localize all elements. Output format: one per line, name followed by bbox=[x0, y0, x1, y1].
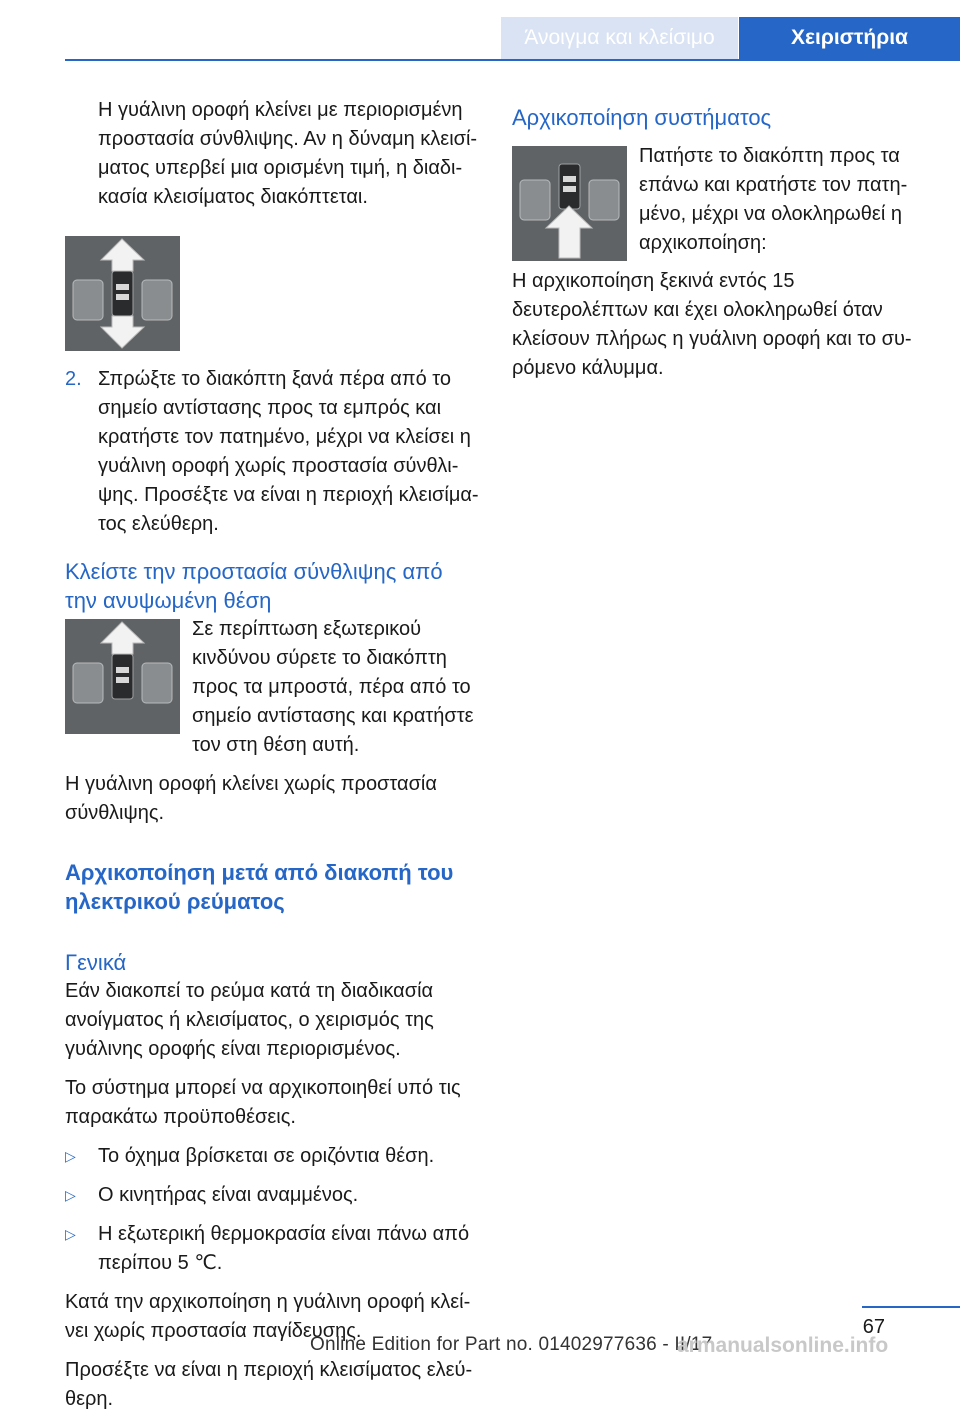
bullet-triangle-icon: ▷ bbox=[65, 1148, 76, 1164]
switch-updown-illustration bbox=[65, 236, 180, 351]
switch-up-illustration bbox=[512, 146, 627, 261]
left-column bbox=[65, 96, 479, 1414]
heading-system-init: Αρχικοποίηση συστήματος bbox=[512, 105, 772, 130]
condition-item bbox=[65, 1220, 479, 1278]
condition-item bbox=[65, 1142, 479, 1171]
header-chapter-title: Χειριστήρια bbox=[739, 17, 960, 59]
condition-text: Η εξωτερική θερμοκρασία είναι πάνω από περίπου 5 ℃. bbox=[98, 1223, 470, 1274]
roof-switch-figure-forward bbox=[65, 619, 180, 734]
step-2-text: Σπρώξτε το διακόπτη ξανά πέρα από το σημείο αντίστασης προς τα εμπρός και κρατήστε τον πατημένο, μέχρι να κλείσει η γυάλινη οροφή χωρίς προστασία σύνθλιψης. Προσέξτε να είναι η περιοχή κλεισίματος ελεύθερη. bbox=[98, 368, 479, 535]
condition-text: Το όχημα βρίσκεται σε οριζόντια θέση. bbox=[98, 1145, 435, 1167]
bullet-triangle-icon: ▷ bbox=[65, 1226, 76, 1242]
footer-divider bbox=[862, 1306, 960, 1308]
heading-close-protection: Κλείστε την προστασία σύνθλιψης από την ανυψωμένη θέση bbox=[65, 559, 443, 613]
page-number: 67 bbox=[862, 1316, 885, 1338]
bullet-triangle-icon: ▷ bbox=[65, 1187, 76, 1203]
system-init-row bbox=[512, 142, 916, 261]
close-protection-row bbox=[65, 615, 479, 760]
header-divider bbox=[65, 59, 960, 61]
right-column bbox=[512, 103, 916, 383]
close-result-text: Η γυάλινη οροφή κλείνει χωρίς προστασία σύνθλιψης. bbox=[65, 773, 437, 824]
switch-forward-illustration bbox=[65, 619, 180, 734]
close-protection-text: Σε περίπτωση εξωτερικού κινδύνου σύρετε το διακόπτη προς τα μπροστά, πέρα από το σημείο αντίστασης και κρατήστε τον στη θέση αυτή. bbox=[192, 618, 474, 756]
watermark: armanualsonline.info bbox=[677, 1334, 889, 1357]
system-init-text-2: Η αρχικοποίηση ξεκινά εντός 15 δευτερολέπτων και έχει ολοκληρωθεί όταν κλείσουν πλήρως η γυάλινη οροφή και το συρόμενο κάλυμμα. bbox=[512, 270, 912, 379]
condition-text: Ο κινητήρας είναι αναμμένος. bbox=[98, 1184, 359, 1206]
edition-line: Online Edition for Part no. 01402977636 - II/17 bbox=[310, 1334, 713, 1355]
heading-init-after-power-loss: Αρχικοποίηση μετά από διακοπή του ηλεκτρικού ρεύματος bbox=[65, 860, 454, 914]
step-2 bbox=[65, 365, 479, 539]
final-note: Προσέξτε να είναι η περιοχή κλεισίματος ελεύθερη. bbox=[65, 1359, 473, 1410]
header-section-title: Άνοιγμα και κλείσιμο bbox=[501, 17, 738, 59]
roof-switch-figure-up bbox=[512, 146, 627, 261]
roof-switch-figure-updown bbox=[65, 236, 180, 351]
system-init-text: Πατήστε το διακόπτη προς τα επάνω και κρατήστε τον πατημένο, μέχρι να ολοκληρωθεί η αρχικοποίηση: bbox=[639, 145, 908, 254]
init-note: Κατά την αρχικοποίηση η γυάλινη οροφή κλείνει χωρίς προστασία παγίδευσης. bbox=[65, 1291, 471, 1342]
condition-item bbox=[65, 1181, 479, 1210]
subheading-general: Γενικά bbox=[65, 950, 127, 975]
general-text: Εάν διακοπεί το ρεύμα κατά τη διαδικασία ανοίγματος ή κλεισίματος, ο χειρισμός της γυάλινης οροφής είναι περιορισμένος. bbox=[65, 980, 434, 1060]
step-2-number: 2. bbox=[65, 368, 82, 390]
intro-paragraph: Η γυάλινη οροφή κλείνει με περιορισμένη προστασία σύνθλιψης. Αν η δύναμη κλεισίματος υπερβεί μια ορισμένη τιμή, η διαδικασία κλεισίματος διακόπτεται. bbox=[98, 99, 478, 208]
conditions-intro: Το σύστημα μπορεί να αρχικοποιηθεί υπό τις παρακάτω προϋποθέσεις. bbox=[65, 1077, 461, 1128]
